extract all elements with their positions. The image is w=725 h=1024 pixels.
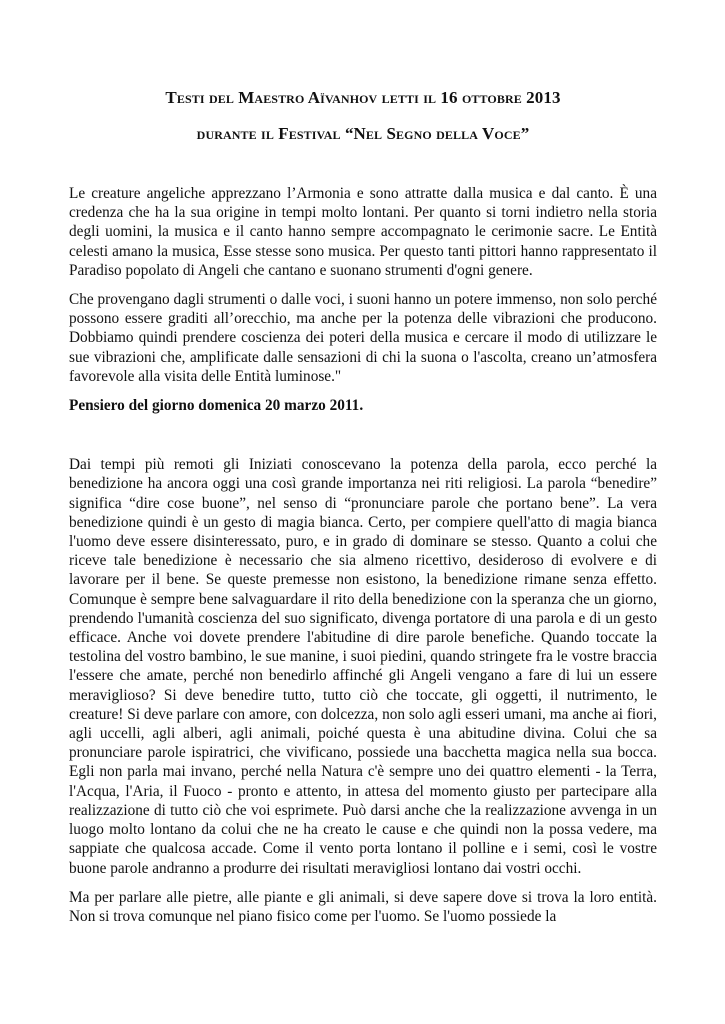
paragraph-blessing: Dai tempi più remoti gli Iniziati conoscevano la potenza della parola, ecco perché la benedizione ha ancora oggi una così grande importanza nei riti religiosi. La parola “benedire” significa “dire cose buone”, nel senso di “pronunciare parole che portano bene”. La vera benedizione quindi è un gesto di magia bianca. Certo, per compiere quell'atto di magia bianca l'uomo deve essere disinteressato, puro, e in grado di dominare se stesso. Quanto a colui che riceve tale benedizione è necessario che sia almeno ricettivo, desideroso di evolvere e di lavorare per il bene. Se queste premesse non esistono, la benedizione rimane senza effetto. Comunque è sempre bene salvaguardare il rito della benedizione con la speranza che un giorno, prendendo l'umanità coscienza del suo significato, divenga portatore di una parola e di un gesto efficace. Anche voi dovete prendere l'abitudine di dire parole benefiche. Quando toccate la testolina del vostro bambino, le sue manine, i suoi piedini, quando stringete fra le vostre braccia l'essere che amate, perché non benedirlo affinché gli Angeli vengano a fare di lui un essere meraviglioso? Si deve benedire tutto, tutto ciò che toccate, gli oggetti, il nutrimento, le creature! Si deve parlare con amore, con dolcezza, non solo agli esseri umani, ma anche ai fiori, agli uccelli, agli alberi, agli animali, poiché questa è una abitudine divina. Colui che sa pronunciare parole ispiratrici, che vivificano, possiede una bacchetta magica nella sua bocca. Egli non parla mai invano, perché nella Natura c'è sempre uno dei quattro elementi - la Terra, l'Acqua, l'Aria, il Fuoco - pronto e attento, in attesa del momento giusto per partecipare alla realizzazione di tutto ciò che voi esprimete. Può darsi anche che la realizzazione avvenga in un luogo molto lontano da colui che ne ha creato le cause e che quindi non la possa vedere, ma sappiate che qualcosa accade. Come il vento porta lontano il polline e i semi, così le vostre buone parole andranno a produrre dei risultati meravigliosi lontano dai vostri occhi. <box>69 456 657 877</box>
document-title-line-1: Testi del Maestro Aïvanhov letti il 16 ottobre 2013 <box>165 88 561 107</box>
document-body <box>69 184 657 926</box>
section-spacer <box>69 415 657 455</box>
paragraph-angelic-creatures: Le creature angeliche apprezzano l’Armonia e sono attratte dalla musica e dal canto. È una credenza che ha la sua origine in tempi molto lontani. Per quanto si torni indietro nella storia degli uomini, la musica e il canto hanno sempre accompagnato le cerimonie sacre. Le Entità celesti amano la musica, Esse stesse sono musica. Per questo tanti pittori hanno rappresentato il Paradiso popolato di Angeli che cantano e suonano strumenti d'ogni genere. <box>69 185 657 279</box>
paragraph-speaking-to-nature: Ma per parlare alle pietre, alle piante e gli animali, si deve sapere dove si trova la loro entità. Non si trova comunque nel piano fisico come per l'uomo. Se l'uomo possiede la <box>69 888 657 925</box>
thought-of-day-heading: Pensiero del giorno domenica 20 marzo 2011. <box>69 397 364 415</box>
document-title-line-2: durante il Festival “Nel Segno della Voce” <box>196 124 530 143</box>
paragraph-power-of-sounds: Che provengano dagli strumenti o dalle voci, i suoni hanno un potere immenso, non solo perché possono essere graditi all’orecchio, ma anche per la potenza delle vibrazioni che producono. Dobbiamo quindi prendere coscienza dei poteri della musica e cercare il modo di utilizzare le sue vibrazioni che, amplificate dalle sensazioni di chi la suona o l'ascolta, creano un’atmosfera favorevole alla visita delle Entità luminose." <box>69 291 657 385</box>
